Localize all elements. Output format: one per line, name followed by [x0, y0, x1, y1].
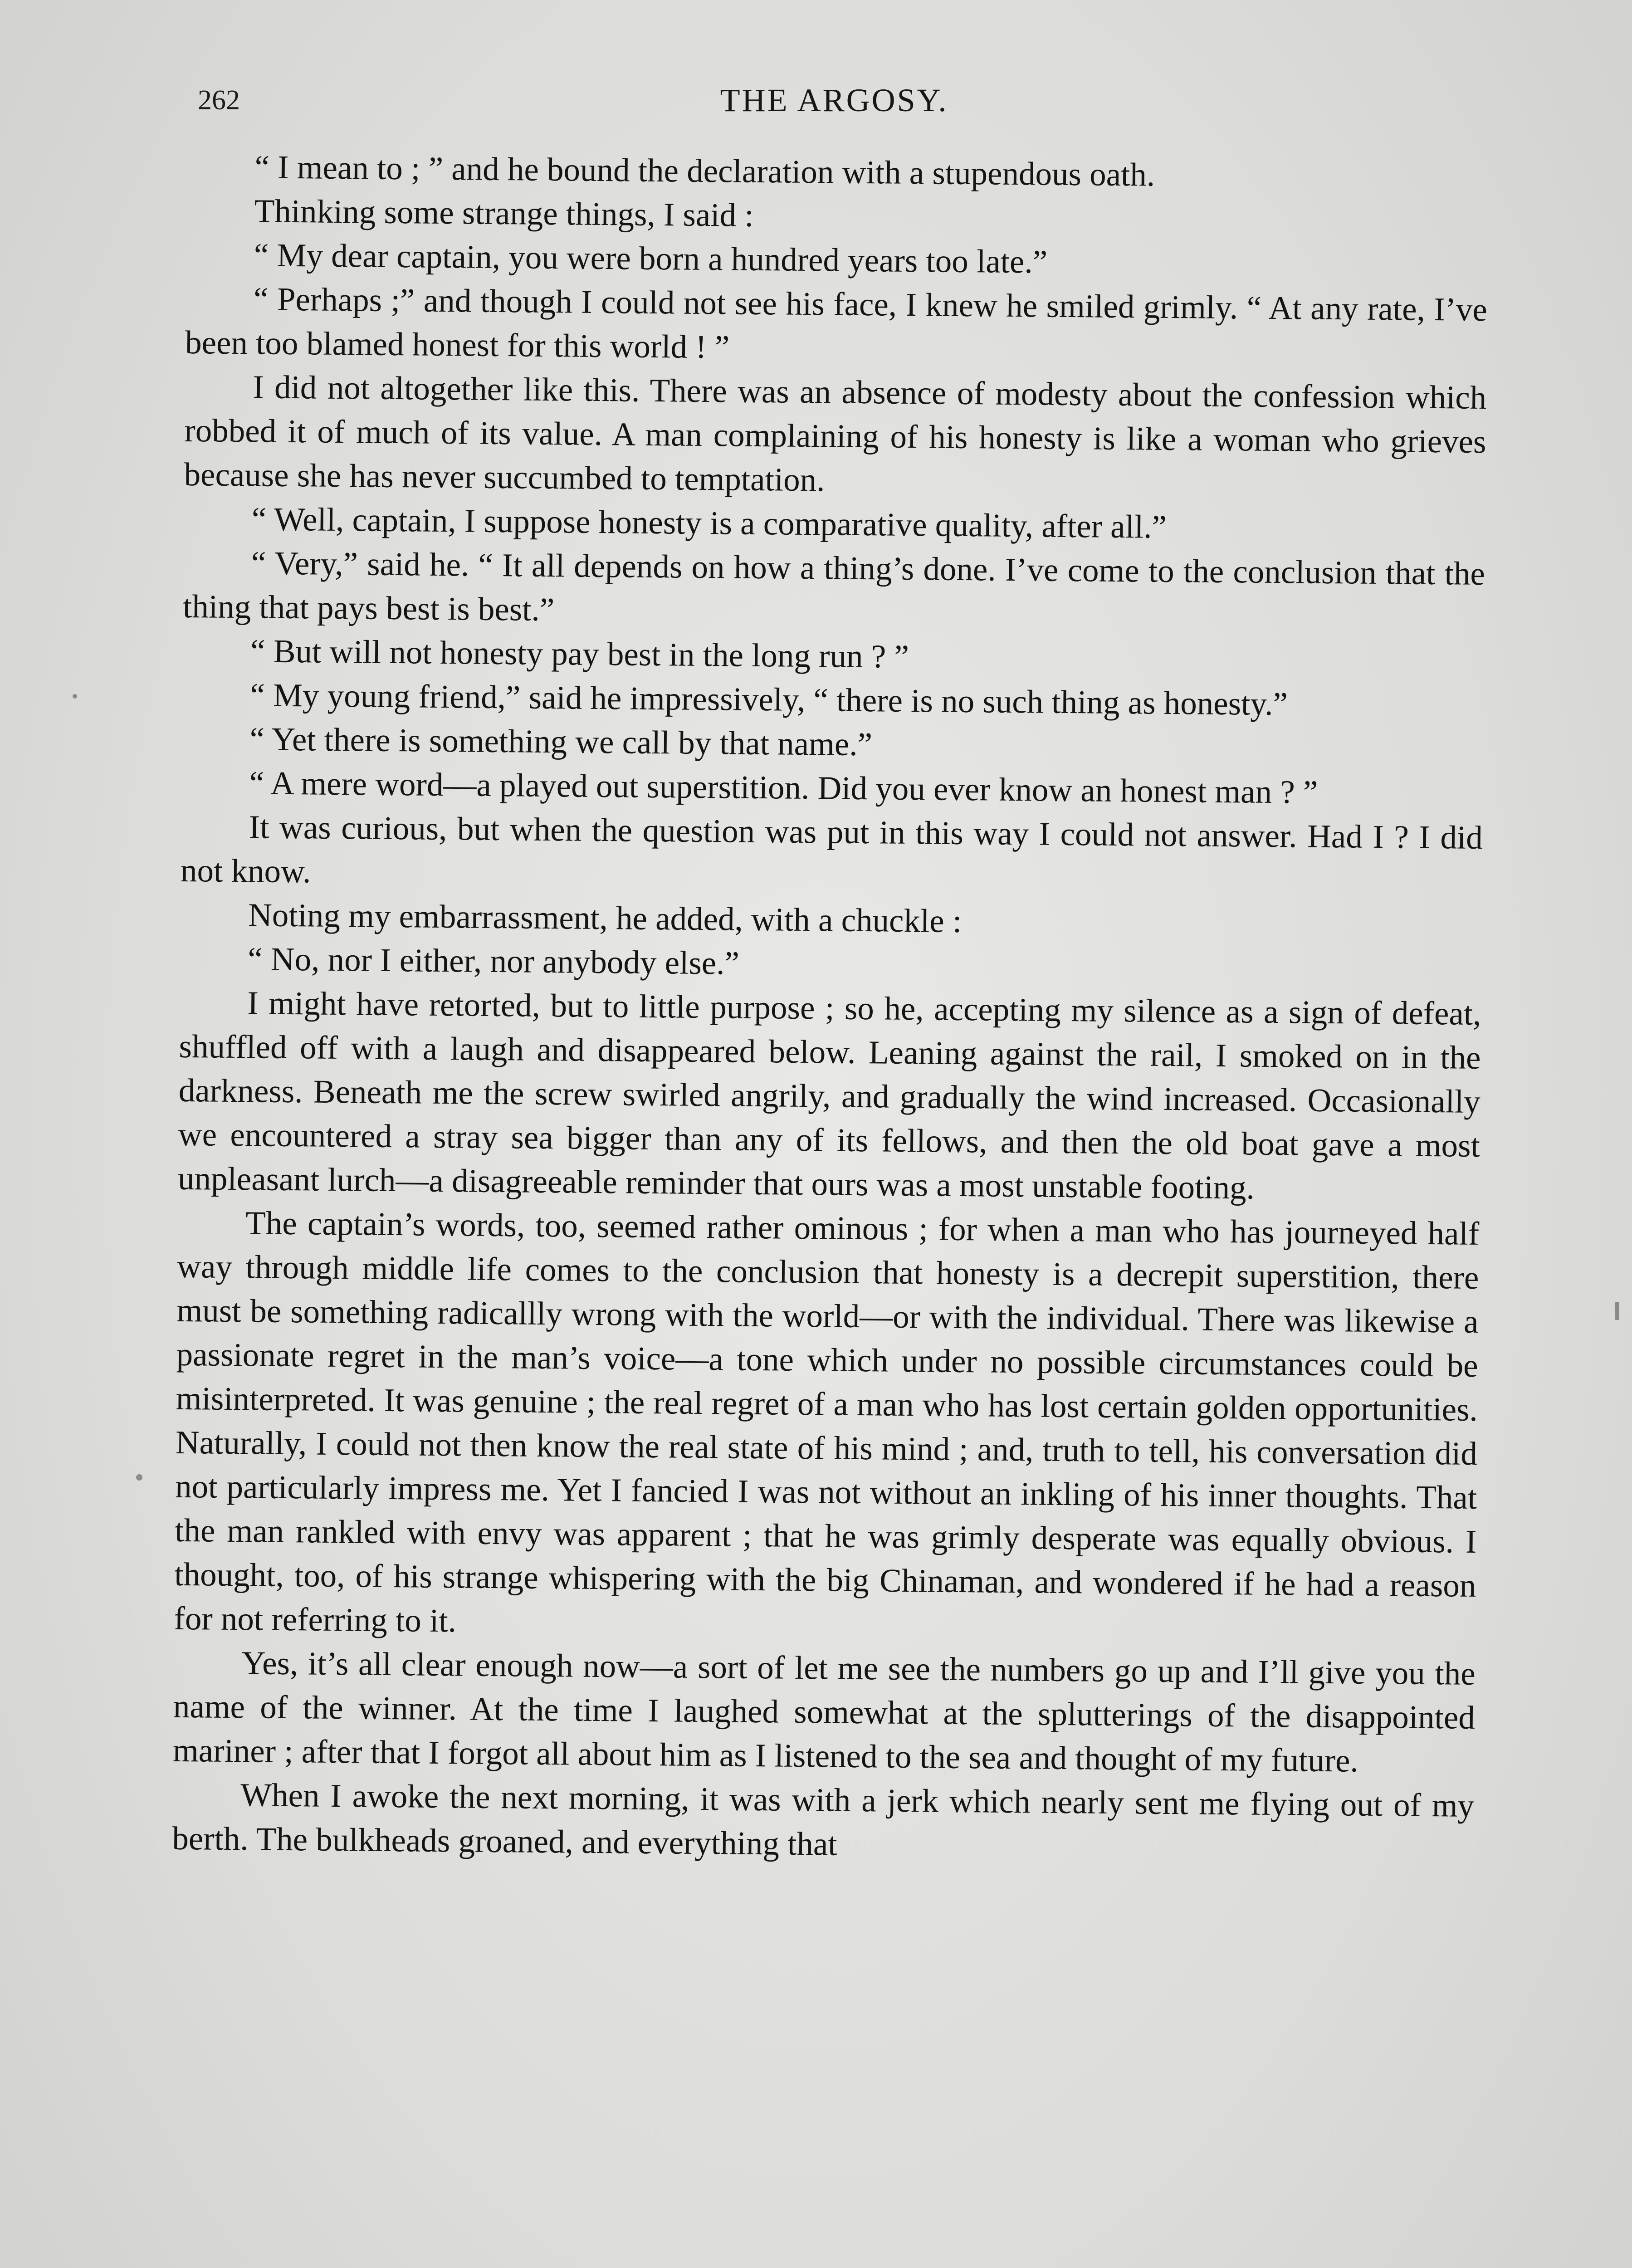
- paragraph: The captain’s words, too, seemed rather ominous ; for when a man who has journeyed half way through middle life comes to the conclusion that honesty is a decrepit superstition, there must be something radicallly wrong with the world—or with the individual. There was likewise a passionate regret in the man’s voice—a tone which under no possible circumstances could be misinterpreted. It was genuine ; the real regret of a man who has lost certain golden opportunities. Naturally, I could not then know the real state of his mind ; and, truth to tell, his conversation did not particularly impress me. Yet I fancied I was not without an inkling of his inner thoughts. That the man rankled with envy was apparent ; that he was grimly desperate was equally obvious. I thought, too, of his strange whispering with the big Chinaman, and wondered if he had a reason for not referring to it.: [174, 1204, 1480, 1639]
- page-number: 262: [198, 85, 240, 116]
- running-head: THE ARGOSY.: [720, 82, 948, 118]
- paragraph: “ Very,” said he. “ It all depends on how a thing’s done. I’ve come to the conclusion that the thing that pays best is best.”: [182, 544, 1485, 628]
- paragraph: Noting my embarrassment, he added, with a chuckle :: [248, 896, 962, 939]
- paragraph: “ No, nor I either, nor anybody else.”: [247, 940, 740, 982]
- paragraph: “ My young friend,” said he impressively, “ there is no such thing as honesty.”: [250, 676, 1288, 723]
- paragraph: Yes, it’s all clear enough now—a sort of let me see the numbers go up and I’ll give you the name of the winner. At the time I laughed somewhat at the splutterings of the disappointed mariner ; after that I forgot all about him as I listened to the sea and thought of my future.: [172, 1644, 1476, 1779]
- paragraph: “ Well, captain, I suppose honesty is a comparative quality, after all.”: [251, 500, 1167, 545]
- paragraph: “ A mere word—a played out superstition. Did you ever know an honest man ? ”: [249, 764, 1318, 811]
- paragraph: Thinking some strange things, I said :: [254, 192, 754, 234]
- paragraph: I might have retorted, but to little purpose ; so he, accepting my silence as a sign of defeat, shuffled off with a laugh and disappeared below. Leaning against the rail, I smoked on in the darkness. Beneath me the screw swirled angrily, and gradually the wind increased. Occasionally we encountered a stray sea bigger than any of its fellows, and then the old boat gave a most unpleasant lurch—a disagreeable reminder that ours was a most unstable footing.: [177, 984, 1481, 1206]
- paragraph: “ My dear captain, you were born a hundred years too late.”: [254, 236, 1048, 280]
- paragraph: When I awoke the next morning, it was with a jerk which nearly sent me flying out of my berth. The bulkheads groaned, and everything that: [172, 1776, 1475, 1862]
- ink-speck: [136, 1474, 142, 1481]
- paragraph: “ Perhaps ;” and though I could not see his face, I knew he smiled grimly. “ At any rate, I’ve been too blamed honest for this world ! ”: [185, 280, 1488, 366]
- paragraph: I did not altogether like this. There was an absence of modesty about the confession which robbed it of much of its value. A man complaining of his honesty is like a woman who grieves because she has never succumbed to temptation.: [184, 368, 1487, 499]
- paragraph: “ Yet there is something we call by that name.”: [249, 720, 873, 763]
- paragraph: “ I mean to ; ” and he bound the declaration with a stupendous oath.: [254, 148, 1155, 193]
- ink-speck: [73, 694, 77, 699]
- page-header: [0, 82, 1632, 136]
- paragraph: “ But will not honesty pay best in the long run ? ”: [250, 632, 909, 675]
- paragraph: It was curious, but when the question was put in this way I could not answer. Had I ? I did not know.: [180, 808, 1483, 890]
- article-body: [172, 144, 1489, 1872]
- ink-speck: [1615, 1302, 1619, 1320]
